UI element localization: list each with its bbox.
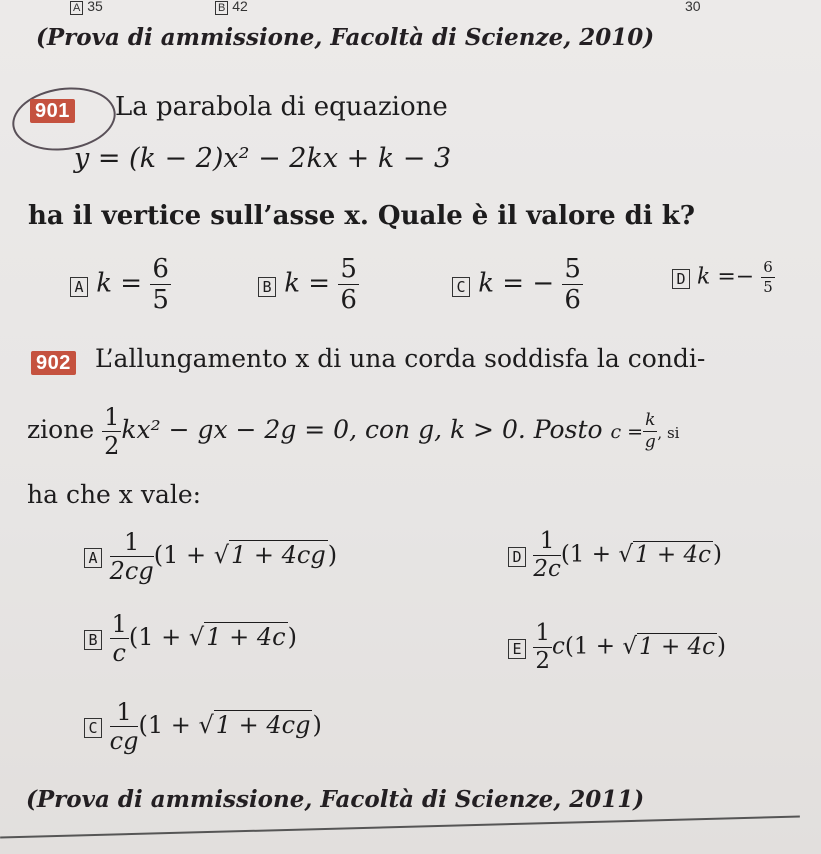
expression: )	[713, 541, 723, 568]
option-letter-box: C	[84, 718, 102, 738]
fraction	[110, 700, 139, 753]
fraction	[150, 256, 171, 313]
option-box-a: A	[70, 1, 83, 15]
fraction-numerator: 1	[111, 610, 127, 638]
radicand	[214, 711, 313, 739]
fraction-denominator: 5	[763, 278, 773, 296]
expression: (1 +	[560, 541, 619, 568]
minus-sign: −	[532, 268, 555, 299]
radicand-text: 1 + 4c	[639, 633, 716, 660]
radicand-text: 1 + 4c	[206, 623, 286, 651]
q902-option-e	[508, 622, 726, 673]
fraction-numerator: 6	[763, 258, 773, 276]
fraction-denominator: 2	[535, 648, 550, 674]
sqrt-sign: √	[618, 541, 633, 568]
expression: (1 +	[138, 711, 199, 739]
exercise-badge: 902	[31, 351, 76, 375]
sqrt-sign: √	[198, 711, 214, 739]
fraction-denominator: 2cg	[109, 557, 154, 585]
fraction-denominator: 6	[564, 285, 581, 315]
expression: c	[551, 633, 565, 660]
answer-value: 35	[87, 0, 103, 14]
q901-option-a	[70, 256, 171, 313]
fraction	[338, 256, 359, 313]
option-letter-box: E	[508, 639, 526, 659]
fraction-denominator: 2	[104, 432, 120, 460]
fraction-numerator: 5	[340, 254, 357, 284]
option-lhs: k =	[697, 264, 736, 290]
q901-intro: La parabola di equazione	[115, 92, 448, 122]
q901-option-b	[258, 256, 359, 313]
q902-equation: kx² − gx − 2g = 0, con g, k > 0. Posto	[121, 415, 603, 444]
fraction	[110, 530, 154, 583]
q902-text: , si	[657, 424, 680, 442]
fraction-denominator: 5	[152, 285, 169, 315]
expression: (1 +	[128, 623, 189, 651]
fraction-numerator: 1	[104, 403, 120, 431]
previous-answers-strip	[70, 0, 821, 16]
option-letter-box: B	[84, 630, 102, 650]
fraction-denominator: 6	[340, 285, 357, 315]
source-note-2011: (Prova di ammissione, Facoltà di Scienze, 2011)	[26, 786, 645, 813]
fraction-denominator: cg	[109, 727, 139, 755]
fraction	[643, 412, 657, 451]
expression: )	[287, 623, 297, 651]
expression: )	[717, 633, 727, 660]
radicand-text: 1 + 4cg	[215, 711, 311, 739]
expression: (1 +	[153, 541, 214, 569]
fraction-numerator: 6	[152, 254, 169, 284]
radicand	[633, 542, 713, 568]
option-letter-box: B	[258, 277, 276, 297]
answer-value: 30	[685, 0, 701, 14]
source-note-2010: (Prova di ammissione, Facoltà di Scienze, 2010)	[36, 24, 655, 51]
q902-line1: L’allungamento x di una corda soddisfa la condi-	[95, 344, 706, 373]
option-box-b: B	[215, 1, 228, 15]
option-letter-box: D	[508, 547, 526, 567]
q902-line2	[27, 405, 679, 458]
fraction-numerator: k	[645, 410, 656, 430]
fraction-denominator: 2c	[533, 556, 561, 582]
fraction	[102, 405, 121, 458]
q902-option-b	[84, 612, 297, 665]
option-lhs: k =	[96, 268, 143, 299]
q902-line3: ha che x vale:	[27, 480, 202, 509]
option-lhs: k =	[284, 268, 331, 299]
fraction-denominator: c	[112, 639, 126, 667]
q902-option-c	[84, 700, 322, 753]
radicand-text: 1 + 4cg	[231, 541, 326, 569]
fraction	[110, 612, 129, 665]
fraction-numerator: 1	[535, 620, 550, 646]
radicand	[229, 541, 328, 569]
sqrt-sign: √	[213, 541, 230, 569]
expression: )	[312, 711, 322, 739]
expression: )	[327, 541, 338, 569]
fraction	[562, 256, 583, 313]
fraction	[761, 260, 775, 295]
fraction-numerator: 1	[110, 700, 139, 727]
fraction-numerator: 1	[110, 530, 154, 557]
radicand-text: 1 + 4c	[634, 541, 712, 568]
sqrt-sign: √	[622, 633, 637, 660]
answer-value: 42	[232, 0, 248, 14]
exercise-number-902	[31, 352, 76, 375]
fraction	[533, 530, 561, 581]
q902-option-d	[508, 530, 722, 581]
c-definition: c =	[610, 421, 644, 443]
q901-option-d	[672, 260, 775, 295]
minus-sign: −	[735, 264, 755, 290]
divider-line	[0, 816, 800, 839]
option-letter-box: A	[70, 277, 88, 297]
q902-option-a	[84, 530, 337, 583]
option-letter-box: A	[84, 548, 102, 568]
fraction-numerator: 5	[564, 254, 581, 284]
option-letter-box: D	[672, 269, 690, 289]
exercise-number-901	[30, 100, 75, 123]
sqrt-sign: √	[188, 623, 205, 651]
option-lhs: k =	[478, 268, 525, 299]
fraction-numerator: 1	[533, 530, 561, 556]
q901-question: ha il vertice sull’asse x. Quale è il valore di k?	[28, 201, 696, 231]
option-letter-box: C	[452, 277, 470, 297]
expression: (1 +	[564, 633, 623, 660]
fraction-denominator: g	[644, 432, 656, 452]
q901-option-c	[452, 256, 583, 313]
exercise-badge: 901	[30, 99, 75, 123]
q901-equation: y = (k − 2)x² − 2kx + k − 3	[74, 143, 452, 174]
radicand	[204, 623, 287, 651]
q902-text: zione	[27, 415, 95, 444]
fraction	[533, 622, 552, 673]
radicand	[637, 634, 717, 660]
